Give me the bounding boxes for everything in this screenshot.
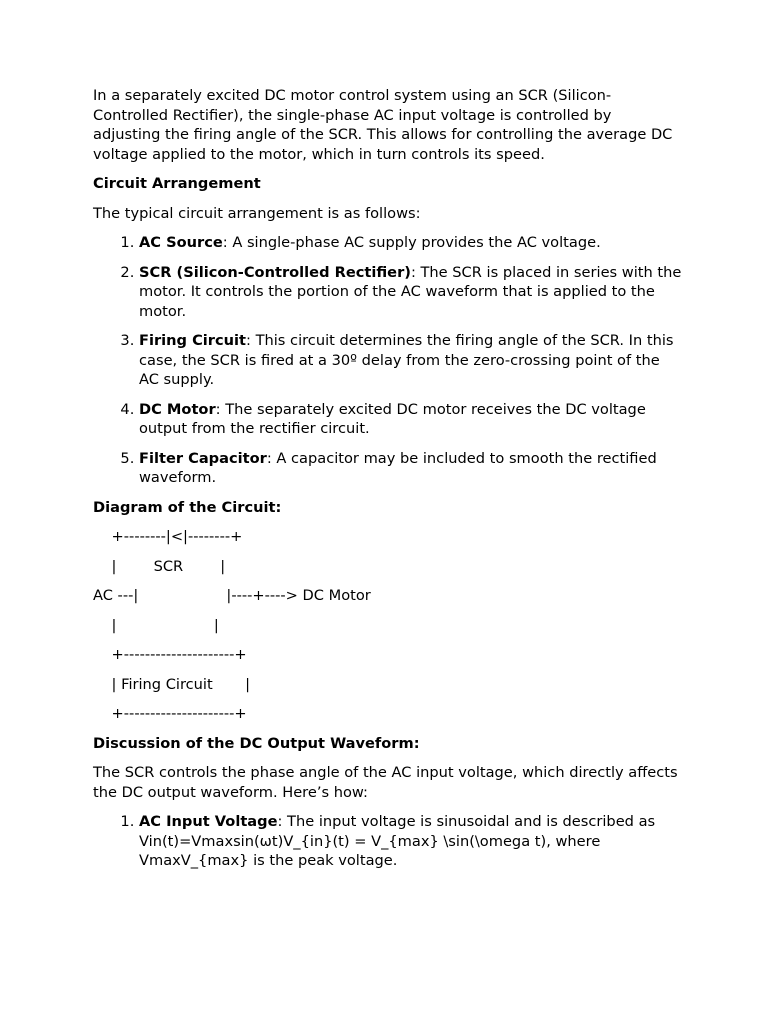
list-item	[139, 400, 683, 439]
circuit-intro: The typical circuit arrangement is as follows:	[93, 204, 421, 222]
diagram-line: +---------------------+	[93, 646, 247, 663]
diagram-line: AC ---| |----+----> DC Motor	[93, 587, 371, 604]
list-item-text: : A single-phase AC supply provides the AC voltage.	[222, 234, 601, 251]
intro-paragraph: In a separately excited DC motor control system using an SCR (Silicon-Controlled Rectifier), the single-phase AC input voltage is controlled by adjusting the firing angle of the SCR. This allows for controlling the average DC voltage applied to the motor, which in turn controls its speed.	[93, 87, 673, 163]
discussion-list	[93, 812, 683, 871]
circuit-heading: Circuit Arrangement	[93, 175, 261, 192]
diagram-line: | |	[93, 616, 219, 634]
discussion-heading: Discussion of the DC Output Waveform:	[93, 734, 420, 752]
list-item-text: : This circuit determines the firing angle of the SCR. In this case, the SCR is fired at a 30º delay from the zero-crossing point of the AC supply.	[139, 332, 674, 388]
list-item-term: AC Source	[139, 234, 223, 251]
list-item-term: Filter Capacitor	[139, 449, 267, 467]
diagram-line: | SCR |	[93, 557, 226, 575]
list-item	[139, 331, 683, 390]
list-item	[139, 449, 683, 488]
list-item	[139, 812, 683, 871]
list-item-term: DC Motor	[139, 400, 216, 418]
list-item-term: SCR (Silicon-Controlled Rectifier)	[139, 263, 411, 281]
list-item-text: : The SCR is placed in series with the motor. It controls the portion of the AC waveform that is applied to the motor.	[139, 263, 682, 320]
list-item	[139, 263, 683, 322]
list-item-term: Firing Circuit	[139, 332, 247, 349]
circuit-list	[93, 233, 683, 488]
discussion-intro: The SCR controls the phase angle of the AC input voltage, which directly affects the DC output waveform. Here’s how:	[93, 764, 678, 801]
document-body	[93, 86, 683, 881]
diagram-line: | Firing Circuit |	[93, 675, 251, 693]
diagram-line: +---------------------+	[93, 705, 247, 722]
list-item-text: : A capacitor may be included to smooth the rectified waveform.	[139, 449, 657, 486]
list-item-text: : The input voltage is sinusoidal and is described as Vin(t)=Vmaxsin(ωt)V_{in}(t) = V_{max} \sin(\omega t), where VmaxV_{max} is the peak voltage.	[139, 813, 656, 869]
list-item-term: AC Input Voltage	[139, 813, 278, 830]
list-item-text: : The separately excited DC motor receives the DC voltage output from the rectifier circuit.	[139, 400, 646, 437]
list-item	[139, 233, 683, 253]
diagram-heading: Diagram of the Circuit:	[93, 498, 282, 516]
diagram-line: +--------|<|--------+	[93, 528, 243, 545]
